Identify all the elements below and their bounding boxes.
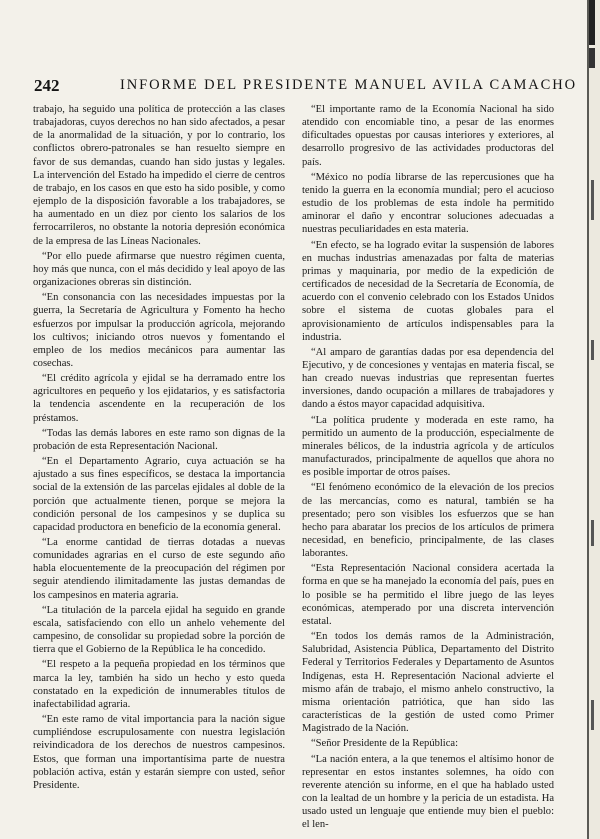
paragraph: “El importante ramo de la Economía Nacional ha sido atendido con encomiable tino, a pesar de las enormes dificultades opuestas por causas interiores y exteriores, al desarrollo progresivo de las actividades productoras del país. xyxy=(302,104,554,168)
paragraph: “Señor Presidente de la República: xyxy=(311,738,459,750)
paragraph: trabajo, ha seguido una política de protección a las clases trabajadoras, cuyos derechos no han sido afectados, a pesar de la anormalidad de la situación, y por lo contrario, los conflictos obrero-patronales se han resuelto siempre en favor de sus demandas, cuando han sido justas y legales. La intervención del Estado ha impedido el cierre de centros de trabajo, en los casos en que esto ha sido posible, y como ejemplo de la disposición favorable a los trabajadores, se ha aumentado en un diez por ciento los salarios de los ferrocarrileros, no obstante la notoria depresión económica de la empresa de las Líneas Nacionales. xyxy=(33,104,285,247)
page-edge-line xyxy=(587,0,589,839)
paragraph: “En efecto, se ha logrado evitar la suspensión de labores en muchas industrias amenazadas por falta de materias primas y maquinaria, por medio de la expedición de certificados de necesidad de la Secretaría de Economía, de acuerdo con el convenio celebrado con los Estados Unidos sobre el sistema de cuotas globales para el aprovisionamiento de artículos indispensables para la industria. xyxy=(302,239,554,343)
page-edge xyxy=(588,0,600,839)
page-edge-mark xyxy=(589,48,595,68)
page-edge-mark xyxy=(591,520,594,546)
paragraph: “Esta Representación Nacional considera acertada la forma en que se ha manejado la economía del país, pues en lo posible se ha permitido el libre juego de las leyes económicas, atemperado por una discreta intervención estatal. xyxy=(302,563,554,627)
paragraph: “México no podía librarse de las repercusiones que ha tenido la guerra en la economía mundial; pero el acucioso estudio de los problemas de esta índole ha permitido aminorar el daño y encontrar soluciones adecuadas a nuestras peculiaridades en esta materia. xyxy=(302,171,554,236)
paragraph: “La nación entera, a la que tenemos el altísimo honor de representar en estos instantes solemnes, ha oído con reverente atención su informe, en el que ha hablado usted con la lealtad de un hombre y la pericia de un estadista. Ha usado usted un lenguaje que entiende muy bien el pueblo: el len- xyxy=(302,753,554,831)
paragraph: “El fenómeno económico de la elevación de los precios de las mercancías, como es natural, también se ha presentado; pero son visibles los esfuerzos que se han hecho para abaratar los precios de los artículos de primera necesidad, en beneficio, principalmente, de las clases laborantes. xyxy=(302,482,554,560)
paragraph: “En este ramo de vital importancia para la nación sigue cumpliéndose escrupulosamente con nuestra legislación reivindicadora de los derechos de nuestros campesinos. Estos, que forman una importantísima parte de nuestra población activa, están y estarán siempre con usted, señor Presidente. xyxy=(33,714,285,791)
right-column xyxy=(302,103,554,833)
paragraph: “En todos los demás ramos de la Administración, Salubridad, Asistencia Pública, Departamento del Distrito Federal y Territorios Federales y Departamento de Asuntos Indígenas, esta H. Representación Nacional advierte el mismo afán de trabajo, el mismo anhelo constructivo, la misma orientación patriótica, que han sido las características de la gestión de usted como Primer Magistrado de la Nación. xyxy=(302,631,554,735)
paragraph: “Al amparo de garantías dadas por esa dependencia del Ejecutivo, y de concesiones y ventajas en materia fiscal, se han creado nuevas industrias que representan fuertes inversiones, dando ocupación a millares de trabajadores y dando a éstos mayor capacidad adquisitiva. xyxy=(302,346,554,411)
paragraph: “El crédito agrícola y ejidal se ha derramado entre los agricultores en pequeño y los ejidatarios, y es satisfactoria la tendencia ascendente en la recuperación de los préstamos. xyxy=(33,373,285,424)
paragraph: “El respeto a la pequeña propiedad en los términos que marca la ley, también ha sido un hecho y esto queda constatado en la expedición de innumerables títulos de inafectabilidad agraria. xyxy=(33,659,285,710)
paragraph: “Todas las demás labores en este ramo son dignas de la probación de esta Representación Nacional. xyxy=(33,427,285,452)
page-edge-mark xyxy=(589,0,595,45)
left-column xyxy=(33,103,285,794)
page-edge-mark xyxy=(591,700,594,730)
paragraph: “Por ello puede afirmarse que nuestro régimen cuenta, hoy más que nunca, con el más decidido y leal apoyo de las organizaciones obreras sin distinción. xyxy=(33,250,285,289)
running-header xyxy=(34,76,579,98)
page-edge-mark xyxy=(591,340,594,360)
paragraph: “La titulación de la parcela ejidal ha seguido en grande escala, satisfaciendo con ello un anhelo vehemente del campesino, de consolidar su propiedad sobre la porción de tierra que el Gobierno de la República le ha concedido. xyxy=(33,604,285,656)
paragraph: “La política prudente y moderada en este ramo, ha permitido un aumento de la producción, especialmente de minerales bélicos, de la industria agrícola y de artículos manufacturados, principalmente de aquellos que ahora no es posible importar de otros países. xyxy=(302,414,554,479)
paragraph: “La enorme cantidad de tierras dotadas a nuevas comunidades agrarias en el curso de este segundo año habla elocuentemente de la preocupación del régimen por seguir atendiendo ilimitadamente las justas demandas de los campesinos en materia agraria. xyxy=(33,537,285,601)
paragraph: “En el Departamento Agrario, cuya actuación se ha ajustado a sus fines específicos, se destaca la importancia social de la extensión de las parcelas ejidales al doble de la porción que actualmente tienen, porque se mejora la condición personal de los campesinos y se duplica su capacidad productora en beneficio de la economía general. xyxy=(33,456,285,533)
page-number: 242 xyxy=(34,76,60,95)
running-title: INFORME DEL PRESIDENTE MANUEL AVILA CAMACHO xyxy=(120,77,577,93)
page-edge-mark xyxy=(591,180,594,220)
paragraph: “En consonancia con las necesidades impuestas por la guerra, la Secretaría de Agricultura y Fomento ha hecho esfuerzos por impulsar la producción agrícola, mejorando los cultivos; iniciando otros nuevos y fomentando el empleo de los medios mecánicos para aumentar las cosechas. xyxy=(33,292,285,369)
